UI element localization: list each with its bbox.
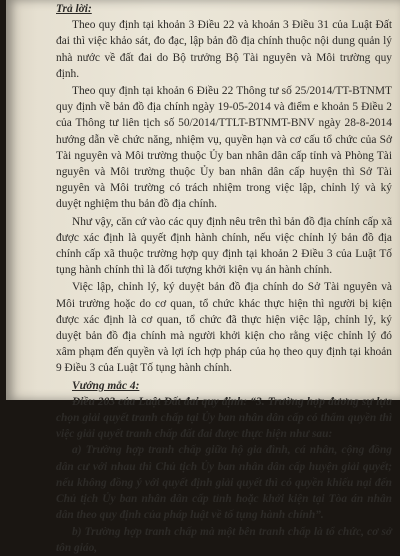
document-body (56, 0, 392, 556)
answer-heading: Trả lời: (56, 3, 92, 15)
quote-intro: Điều 203 của Luật Đất đai quy định: “3. Trường hợp đương sự lựa chọn giải quyết tranh chấp tại Ủy ban nhân dân cấp có thẩm quyền thì việc giải quyết tranh chấp đất đai được thực hiện như sau: (56, 395, 392, 441)
paragraph: Theo quy định tại khoản 6 Điều 22 Thông tư số 25/2014/TT-BTNMT quy định về bản đồ địa chính ngày 19-05-2014 và điểm e khoản 5 Điều 2 của Thông tư liên tịch số 50/2014/TTLT-BTNMT-BNV ngày 28-8-2014 hướng dẫn về chức năng, nhiệm vụ, quyền hạn và cơ cấu tổ chức của Sở Tài nguyên và Môi trường thuộc Ủy ban nhân dân cấp tỉnh và Phòng Tài nguyên và Môi trường thuộc Ủy ban nhân dân cấp huyện thì Sở Tài nguyên và Môi trường có trách nhiệm trong việc lập, chỉnh lý và ký duyệt nghiệm thu bản đồ địa chính. (56, 85, 392, 211)
problem-heading: Vướng mắc 4: (72, 379, 140, 392)
paragraph: Như vậy, căn cứ vào các quy định nêu trên thì bản đồ địa chính cấp xã được xác định là quyết định hành chính, nếu việc chỉnh lý bản đồ địa chính cấp xã thuộc trường hợp quy định tại khoản 2 Điều 3 của Luật Tố tụng hành chính thì là đối tượng khởi kiện vụ án hành chính. (56, 215, 392, 277)
quote-clause-b: b) Trường hợp tranh chấp mà một bên tranh chấp là tổ chức, cơ sở tôn giáo, (56, 525, 392, 554)
book-page (6, 0, 400, 554)
paragraph: Việc lập, chỉnh lý, ký duyệt bản đồ địa chính do Sở Tài nguyên và Môi trường hoặc do cơ quan, tổ chức khác thực hiện thì người bị kiện được xác định là cơ quan, tổ chức đã thực hiện việc lập, chỉnh lý, ký duyệt bản đồ địa chính mà người khởi kiện cho rằng việc chỉnh lý đó xâm phạm đến quyền và lợi ích hợp pháp của họ theo quy định tại khoản 9 Điều 3 của Luật Tố tụng hành chính. (56, 281, 392, 375)
paragraph: Theo quy định tại khoản 3 Điều 22 và khoản 3 Điều 31 của Luật Đất đai thì việc khảo sát, đo đạc, lập bản đồ địa chính thuộc nội dung quản lý nhà nước về đất đai do Bộ trưởng Bộ Tài nguyên và Môi trường quy định. (56, 19, 392, 80)
quote-clause-a: a) Trường hợp tranh chấp giữa hộ gia đình, cá nhân, cộng đồng dân cư với nhau thì Chủ tịch Ủy ban nhân dân cấp huyện giải quyết; nếu không đồng ý với quyết định giải quyết thì có quyền khiếu nại đến Chủ tịch Ủy ban nhân dân cấp tỉnh hoặc khởi kiện tại Tòa án nhân dân theo quy định của pháp luật về tố tụng hành chính”. (56, 444, 392, 522)
